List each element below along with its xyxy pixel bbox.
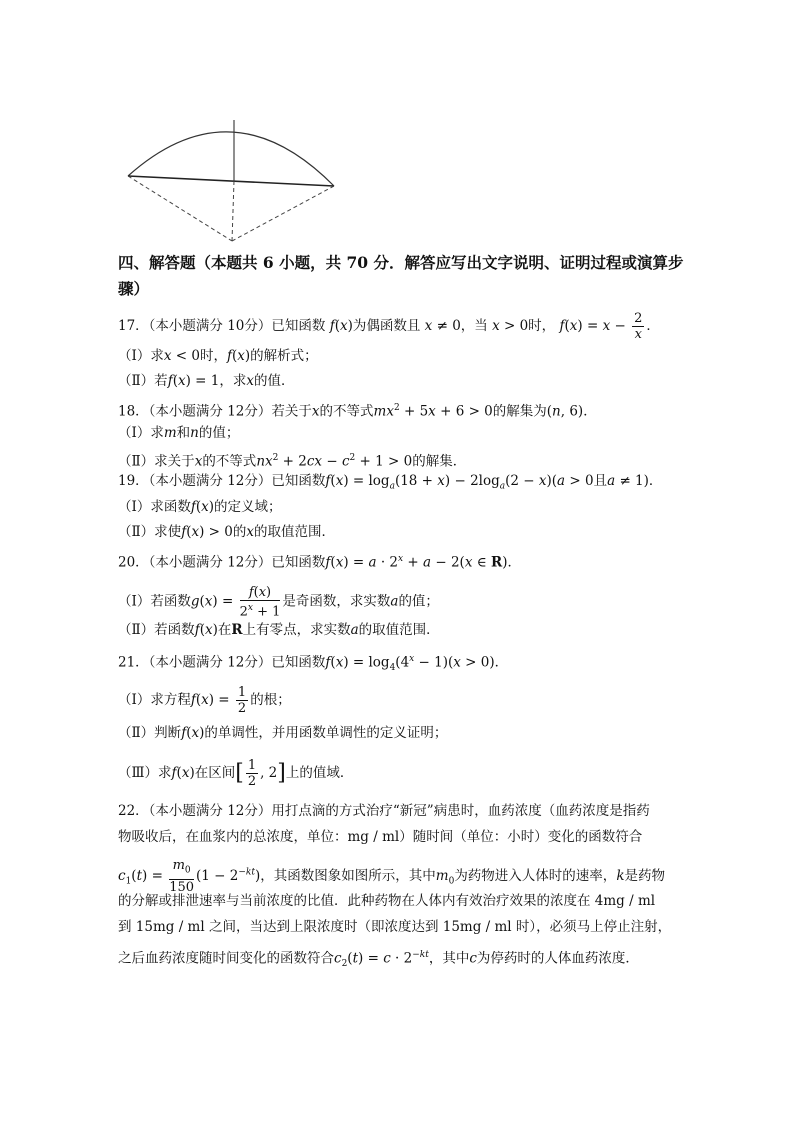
- q22-line6: 之后血药浓度随时间变化的函数符合$c_2(t) = c \cdot 2^{-kt}$，其中c为停药时的人体血药浓度．: [118, 950, 639, 970]
- q21-part1: （Ⅰ）求方程f(x) = $\frac{1}{2}$ 的根；: [118, 685, 291, 716]
- section-heading: 四、解答题（本题共 6 小题，共 70 分．解答应写出文字说明、证明过程或演算步骤）: [118, 253, 684, 298]
- q19-part2: （Ⅱ）求使f(x) > 0的x的取值范围．: [118, 524, 335, 540]
- q19-stem: 19．（本小题满分 12分）已知函数$f(x) = \log_a(18 + x) - 2\log_a(2 - x)(a > 0$且a ≠ 1)．: [118, 473, 663, 492]
- q17-part2: （Ⅱ）若f(x) = 1，求x的值．: [118, 373, 295, 389]
- dashed-right: [232, 186, 334, 241]
- q22-line4: 的分解或排泄速率与当前浓度的比值．此种药物在人体内有效治疗效果的浓度在 4mg / ml: [118, 893, 656, 909]
- q22-line1: 22．（本小题满分 12分）用打点滴的方式治疗“新冠”病患时，血药浓度（血药浓度是指药: [118, 803, 650, 819]
- q18-stem: 18．（本小题满分 12分）若关于x的不等式$mx^2 + 5x + 6 > 0$的解集为(n, 6)．: [118, 403, 597, 420]
- dashed-middle: [232, 181, 234, 241]
- q20-fraction: $\frac{f(x)}{2^x + 1}$: [239, 585, 281, 620]
- q20-stem: 20．（本小题满分 12分）已知函数$f(x) = a \cdot 2^x + a - 2(x$ ∈ R)．: [118, 554, 522, 571]
- q17-fraction: $\frac{2}{x}$: [634, 311, 643, 342]
- q21-part3: （Ⅲ）求f(x)在区间[ $\frac{1}{2}$ , 2]上的值域．: [118, 758, 354, 789]
- q18-part2: （Ⅱ）求关于x的不等式$nx^2 + 2cx - c^2 + 1 > 0$的解集．: [118, 453, 467, 470]
- q20-part1: （Ⅰ）若函数g(x) = $\frac{f(x)}{2^x + 1}$ 是奇函数，求实数a的值；: [118, 585, 439, 620]
- q21-part2: （Ⅱ）判断f(x)的单调性，并用函数单调性的定义证明；: [118, 725, 448, 741]
- q21-stem: 21．（本小题满分 12分）已知函数$f(x) = \log_4(4^x - 1)(x > 0)$．: [118, 654, 509, 674]
- q19-part1: （Ⅰ）求函数f(x)的定义域；: [118, 499, 282, 515]
- q22-line5: 到 15mg / ml 之间，当达到上限浓度时（即浓度达到 15mg / ml 时），必须马上停止注射，: [118, 919, 672, 935]
- q22-line2: 物吸收后，在血浆内的总浓度，单位：mg / ml）随时间（单位：小时）变化的函数符合: [118, 829, 643, 845]
- q17-stem: 17．（本小题满分 10分）已知函数 f(x)为偶函数且 x ≠ 0，当 x > 0时， f(x) = x − $\frac{2}{x}$ ．: [118, 311, 660, 342]
- geometry-figure: [120, 108, 350, 248]
- chord: [128, 176, 334, 186]
- q18-part1: （Ⅰ）求m和n的值；: [118, 425, 240, 441]
- q17-part1: （Ⅰ）求x < 0时，f(x)的解析式；: [118, 348, 318, 364]
- dashed-left: [128, 176, 232, 241]
- q22-line3: $c_1(t)$ = $\frac{m_0}{150}$ $(1 - 2^{-kt})$，其函数图象如图所示，其中$m_0$为药物进入人体时的速率，k是药物: [118, 858, 665, 895]
- q20-part2: （Ⅱ）若函数f(x)在R上有零点，求实数a的取值范围．: [118, 622, 440, 638]
